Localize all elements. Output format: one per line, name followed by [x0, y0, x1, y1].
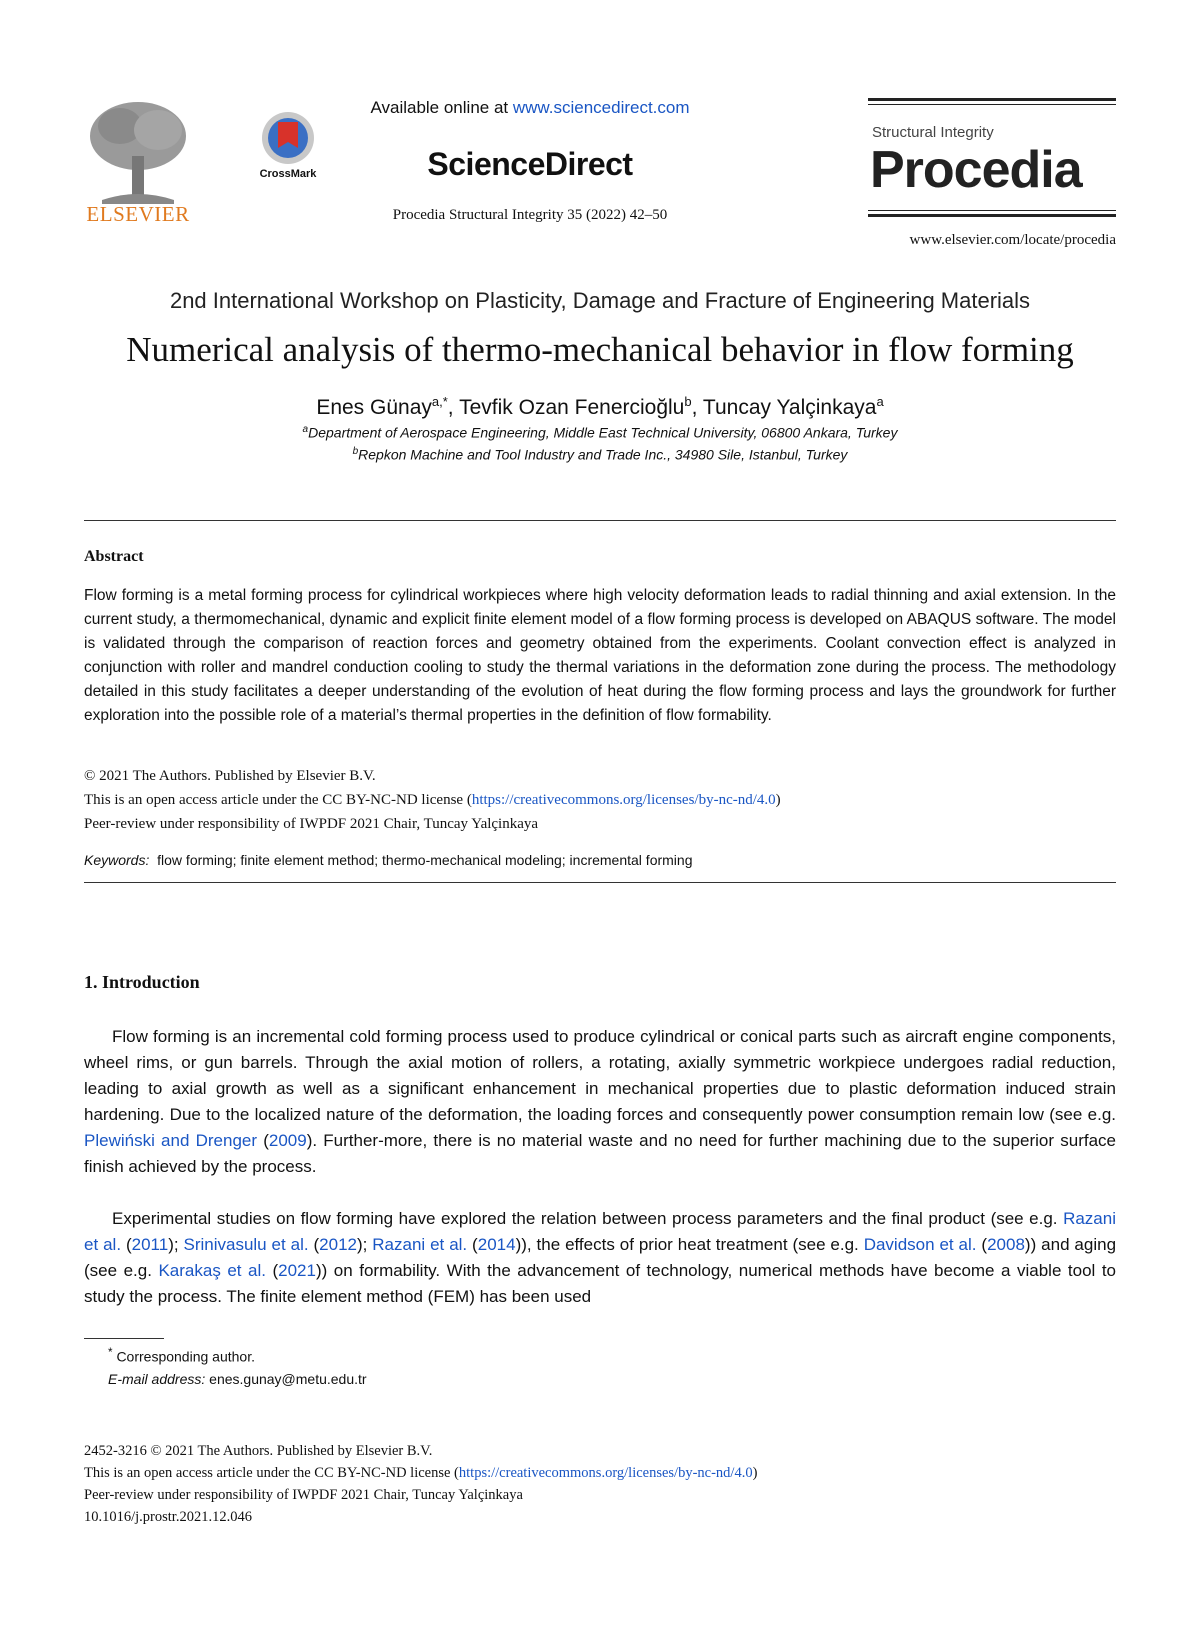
citation-link[interactable]: Razani et al. — [84, 1209, 1116, 1254]
footnote-mark: * — [108, 1346, 113, 1359]
journal-big-title: Procedia — [870, 141, 1082, 199]
footnote-rule — [84, 1338, 164, 1339]
crossmark-label: CrossMark — [259, 168, 317, 180]
affiliation-text: Repkon Machine and Tool Industry and Trade Inc., 34980 Sile, Istanbul, Turkey — [358, 446, 848, 463]
abstract-heading: Abstract — [84, 548, 144, 565]
email-note — [108, 1368, 708, 1390]
email-label: E-mail address: — [108, 1370, 206, 1387]
footer-license-link[interactable]: https://creativecommons.org/licenses/by-nc-nd/4.0 — [458, 1465, 753, 1481]
paragraph-text: ) and aging (see e.g. — [84, 1235, 1117, 1280]
journal-url[interactable]: www.elsevier.com/locate/procedia — [909, 232, 1116, 248]
footer-license-line — [84, 1462, 1116, 1484]
logo-rule-top — [868, 98, 1116, 101]
author-sup: a — [876, 394, 884, 409]
section-heading: 1. Introduction — [84, 972, 200, 992]
keywords-text: flow forming; finite element method; thermo-mechanical modeling; incremental forming — [157, 852, 693, 868]
footnote — [108, 1342, 708, 1390]
citation-link[interactable]: Karakaş et al. — [158, 1261, 266, 1280]
divider — [84, 520, 1116, 521]
citation-link[interactable]: Davidson et al. — [863, 1235, 977, 1254]
journal-reference: Procedia Structural Integrity 35 (2022) 42–50 — [392, 207, 668, 223]
keywords — [84, 852, 1116, 868]
affiliation-sup: b — [352, 446, 359, 457]
citation-year-link[interactable]: 2012 — [319, 1235, 357, 1254]
paragraph-text: ), the effects of prior heat treatment (see e.g. — [521, 1235, 864, 1254]
citation-year-link[interactable]: 2021 — [278, 1261, 316, 1280]
paragraph-text: Experimental studies on flow forming have explored the relation between process parameters and the final product (see e.g. — [112, 1209, 1064, 1228]
affiliation — [0, 424, 1200, 441]
platform-name: ScienceDirect — [427, 146, 633, 182]
issn-line: 2452-3216 © 2021 The Authors. Published by Elsevier B.V. — [84, 1443, 433, 1459]
conference-name: 2nd International Workshop on Plasticity, Damage and Fracture of Engineering Materials — [169, 288, 1031, 313]
paragraph-text: ). Further-more, there is no material waste and no need for further machining due to the superior surface finish achieved by the process. — [84, 1131, 1116, 1176]
citation-link[interactable]: Razani et al. — [372, 1235, 468, 1254]
license-link[interactable]: https://creativecommons.org/licenses/by-nc-nd/4.0 — [471, 792, 776, 808]
available-prefix: Available online at — [370, 98, 513, 117]
footer-license-prefix: This is an open access article under the CC BY-NC-ND license ( — [84, 1465, 459, 1481]
paper-title: Numerical analysis of thermo-mechanical behavior in flow forming — [126, 330, 1074, 369]
affiliation-sup: a — [302, 424, 309, 435]
abstract-body: Flow forming is a metal forming process for cylindrical workpieces where high velocity deformation leads to radial thinning and axial extension. In the current study, a thermomechanical, dynamic and explicit finite element model of a flow forming process is developed on ABAQUS software. The model is validated through the comparison of reaction forces and geometry obtained from the experiments. Coolant convection effect is analyzed in conjunction with roller and mandrel conduction cooling to study the thermal variations in the deformation zone during the process. The methodology detailed in this study facilitates a deeper understanding of the evolution of heat during the flow forming process and lays the groundwork for further exploration into the possible role of a material’s thermal properties in the definition of flow formability. — [84, 587, 1116, 724]
copyright-block — [84, 764, 1116, 836]
email-address[interactable]: enes.gunay@metu.edu.tr — [209, 1370, 367, 1387]
affiliation-text: Department of Aerospace Engineering, Middle East Technical University, 06800 Ankara, Turkey — [308, 424, 898, 441]
corresponding-text: Corresponding author. — [116, 1348, 255, 1365]
author-name: Tevfik Ozan Fenercioğlu — [459, 396, 685, 419]
keywords-label: Keywords: — [84, 852, 150, 868]
peer-review-line: Peer-review under responsibility of IWPDF 2021 Chair, Tuncay Yalçinkaya — [84, 816, 539, 832]
citation-year-link[interactable]: 2009 — [268, 1131, 307, 1150]
author-name: Tuncay Yalçinkaya — [702, 396, 877, 419]
author-name: Enes Günay — [316, 396, 432, 419]
author-sup: b — [684, 394, 692, 409]
doi[interactable]: 10.1016/j.prostr.2021.12.046 — [84, 1509, 252, 1525]
available-online — [300, 98, 760, 118]
license-suffix: ) — [775, 792, 781, 808]
license-line — [84, 788, 1116, 812]
paragraph-text: ) on formability. With the advancement of technology, numerical methods have become a viable tool to study the process. The finite element method (FEM) has been used — [84, 1261, 1117, 1306]
divider — [84, 882, 1116, 883]
citation-link[interactable]: Plewiński and Drenger — [84, 1131, 258, 1150]
paragraph: Flow forming is an incremental cold forming process used to produce cylindrical or conical parts such as aircraft engine components, wheel rims, or gun barrels. Through the axial motion of rollers, a rotating, axially symmetric workpiece undergoes radial reduction, leading to axial growth as well as a significant enhancement in mechanical properties due to plastic deformation induced strain hardening. Due to the localized nature of the deformation, the loading forces and consequently power consumption remain low (see e.g. Plewiński and Drenger (2009). Further-more, there is no material waste and no need for further machining due to the superior surface finish achieved by the process. — [84, 1027, 1116, 1176]
license-prefix: This is an open access article under the CC BY-NC-ND license ( — [84, 792, 472, 808]
citation-year-link[interactable]: 2011 — [131, 1235, 169, 1254]
logo-rule-top-thin — [868, 104, 1116, 105]
paragraph: Experimental studies on flow forming have explored the relation between process parameters and the final product (see e.g. Razani et al. (2011); Srinivasulu et al. (2012); Razani et al. (2014)), the effects of prior heat treatment (see e.g. Davidson et al. (2008)) and aging (see e.g. Karakaş et al. (2021)) on formability. With the advancement of technology, numerical methods have become a viable tool to study the process. The finite element method (FEM) has been used — [84, 1209, 1117, 1306]
journal-logo — [868, 98, 1116, 218]
corresponding-note — [108, 1342, 708, 1368]
paragraph-text: Flow forming is an incremental cold forming process used to produce cylindrical or conical parts such as aircraft engine components, wheel rims, or gun barrels. Through the axial motion of rollers, a rotating, axially symmetric workpiece undergoes radial reduction, leading to axial growth as well as a significant enhancement in mechanical properties due to plastic deformation induced strain hardening. Due to the localized nature of the deformation, the loading forces and consequently power consumption remain low (see e.g. — [84, 1027, 1116, 1124]
citation-year-link[interactable]: 2014 — [477, 1235, 516, 1254]
sciencedirect-link[interactable]: www.sciencedirect.com — [512, 98, 690, 117]
author-sup: a,* — [431, 394, 448, 409]
publisher-wordmark: ELSEVIER — [86, 202, 190, 226]
copyright-line: © 2021 The Authors. Published by Elsevier B.V. — [84, 768, 376, 784]
footer-peer-review: Peer-review under responsibility of IWPDF 2021 Chair, Tuncay Yalçinkaya — [84, 1487, 523, 1503]
citation-year-link[interactable]: 2008 — [987, 1235, 1025, 1254]
elsevier-logo — [82, 96, 194, 230]
journal-small-title: Structural Integrity — [872, 124, 994, 141]
author-list: Enes Günay$^{a,*}$, Tevfik Ozan Fenercioğlu$^b$, Tuncay Yalçinkaya$^a$ — [316, 394, 884, 419]
affiliation — [0, 446, 1200, 463]
logo-rule-bottom — [868, 214, 1116, 217]
logo-rule-bottom-thin — [868, 210, 1116, 211]
page-footer — [84, 1440, 1116, 1528]
footer-license-suffix: ) — [752, 1465, 758, 1481]
citation-link[interactable]: Srinivasulu et al. — [183, 1235, 309, 1254]
